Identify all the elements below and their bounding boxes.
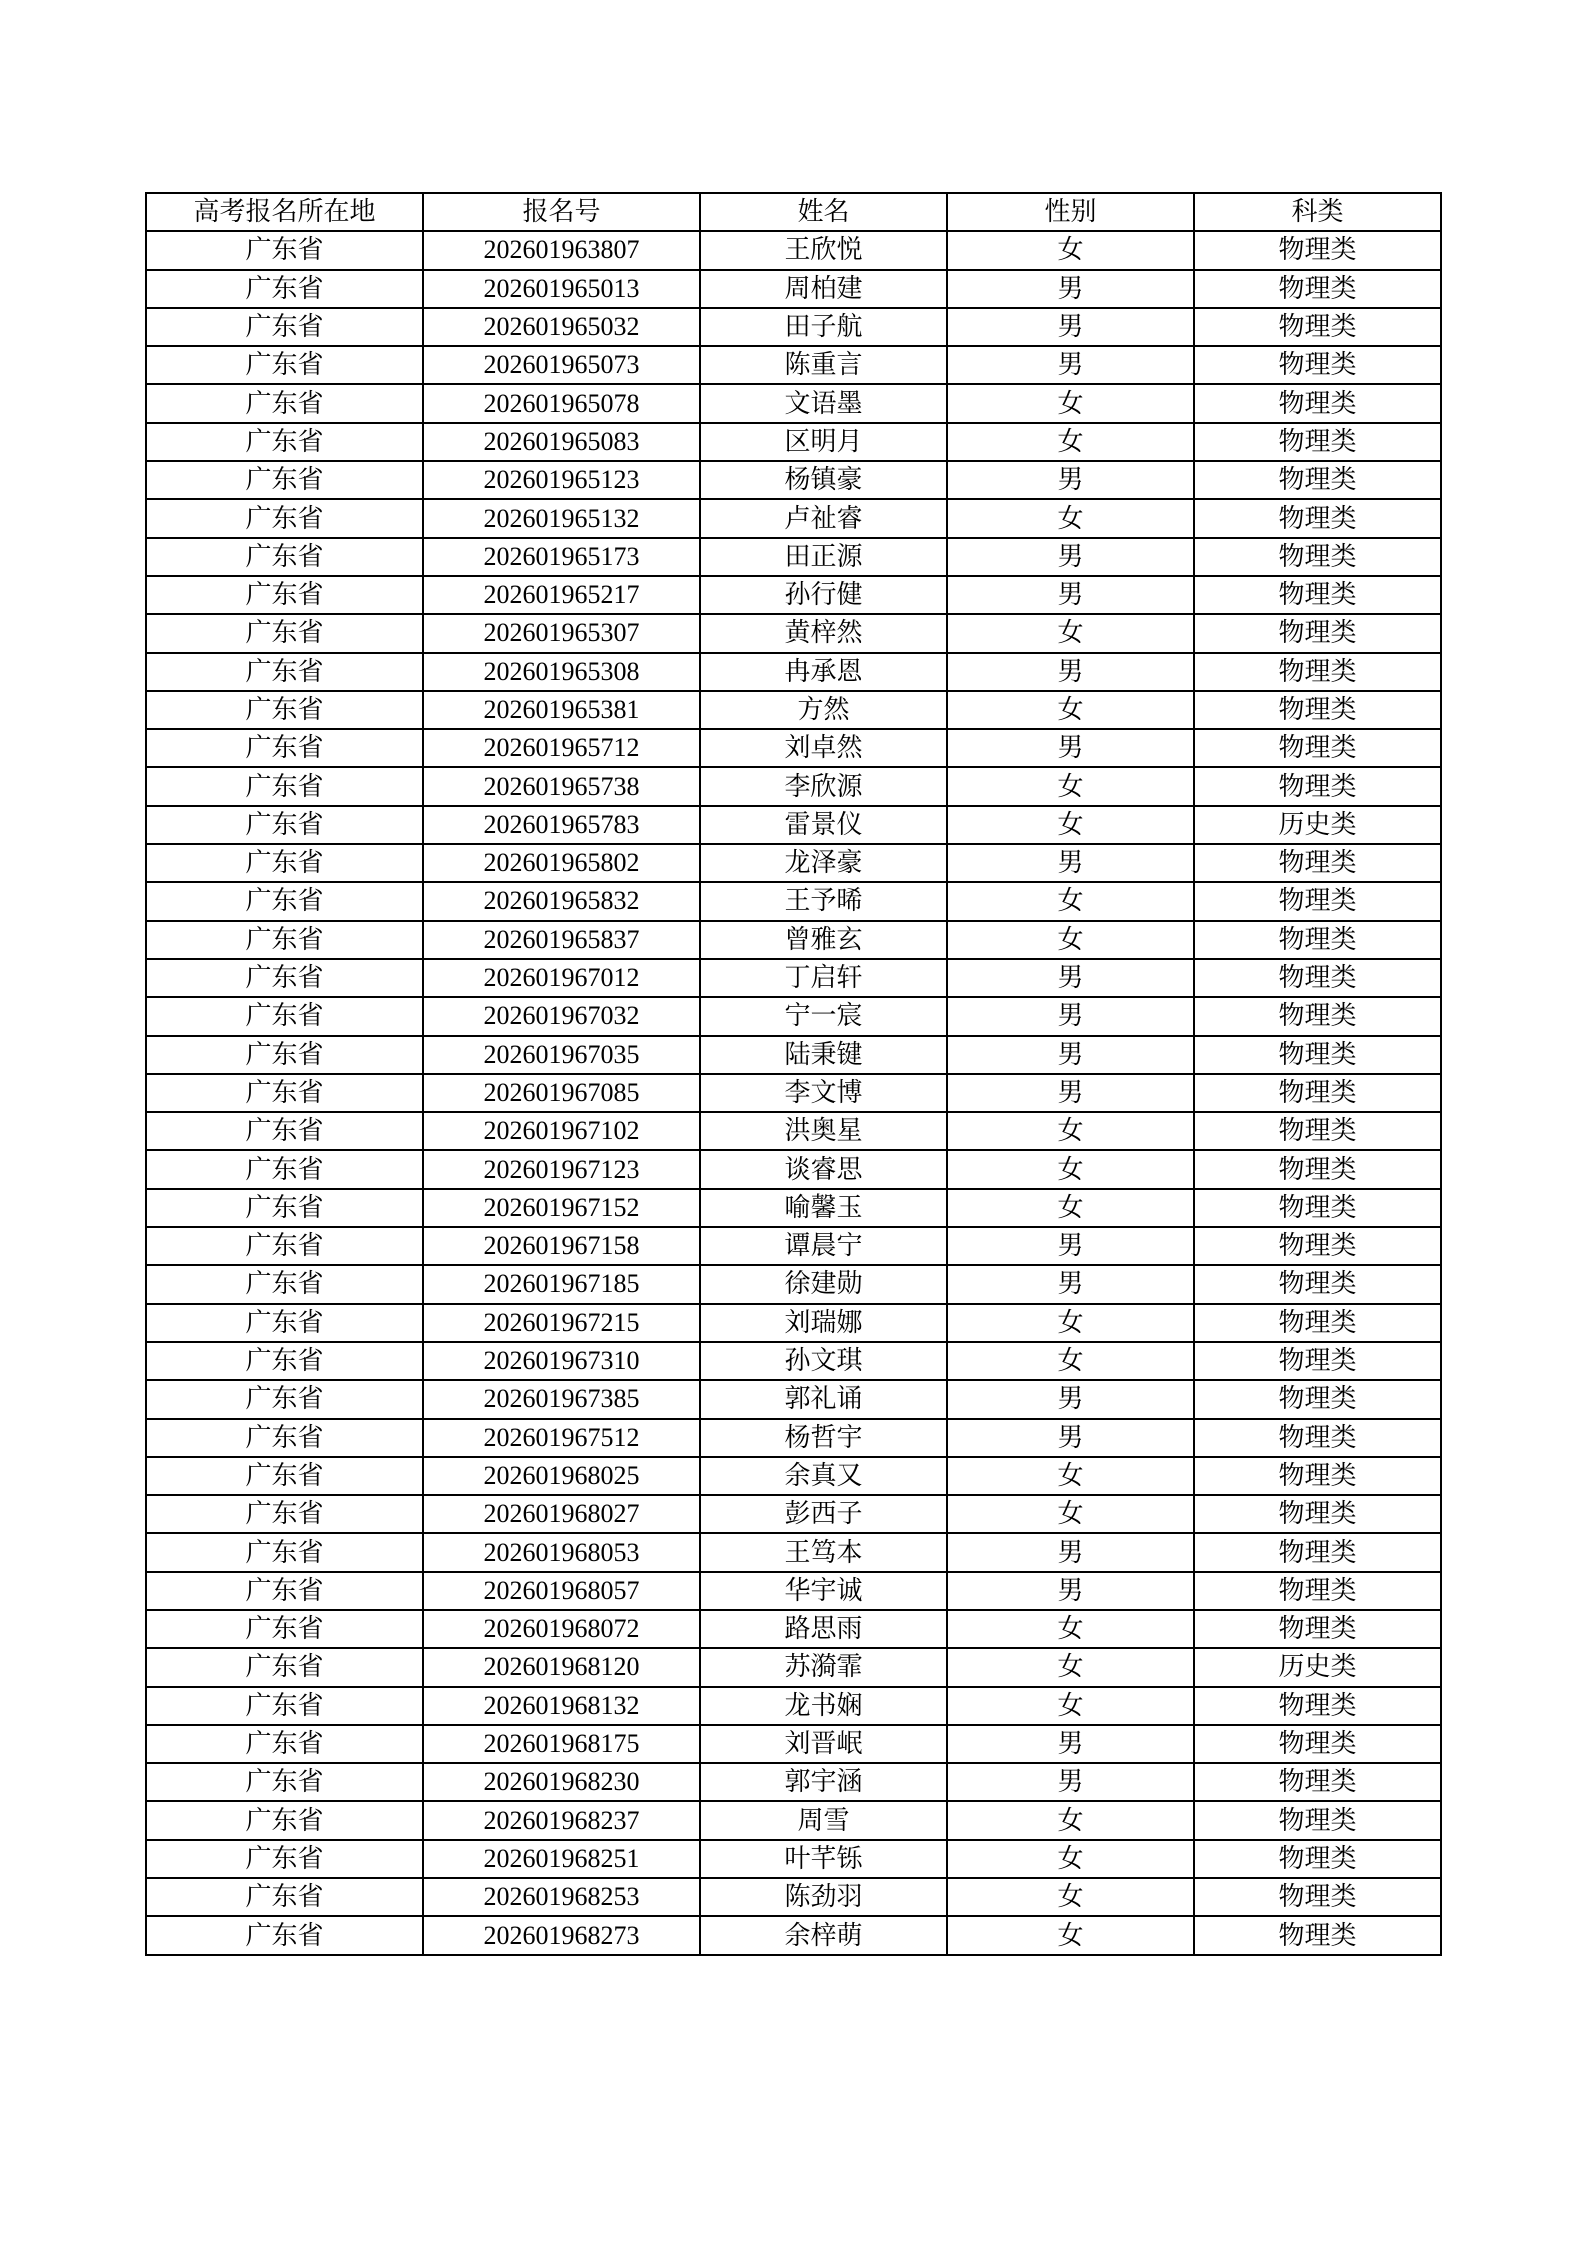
cell-name: 谈睿思 (700, 1150, 947, 1188)
table-row (146, 499, 1441, 537)
cell-gender: 男 (947, 844, 1194, 882)
cell-region: 广东省 (146, 729, 423, 767)
cell-subject-category: 物理类 (1194, 576, 1441, 614)
cell-name: 彭西子 (700, 1495, 947, 1533)
cell-subject-category: 物理类 (1194, 346, 1441, 384)
cell-subject-category: 物理类 (1194, 1916, 1441, 1954)
cell-gender: 男 (947, 1533, 1194, 1571)
cell-subject-category: 物理类 (1194, 997, 1441, 1035)
cell-name: 陆秉键 (700, 1036, 947, 1074)
cell-name: 龙书娴 (700, 1687, 947, 1725)
cell-region: 广东省 (146, 1840, 423, 1878)
cell-name: 余梓萌 (700, 1916, 947, 1954)
cell-gender: 女 (947, 231, 1194, 269)
cell-region: 广东省 (146, 1572, 423, 1610)
cell-subject-category: 物理类 (1194, 729, 1441, 767)
table-row (146, 1265, 1441, 1303)
cell-name: 杨镇豪 (700, 461, 947, 499)
cell-subject-category: 物理类 (1194, 1725, 1441, 1763)
header-registration-number: 报名号 (423, 193, 700, 231)
table-row (146, 1342, 1441, 1380)
table-row (146, 1304, 1441, 1342)
cell-registration-number: 202601967512 (423, 1419, 700, 1457)
cell-name: 曾雅玄 (700, 921, 947, 959)
table-row (146, 1533, 1441, 1571)
cell-gender: 男 (947, 1763, 1194, 1801)
cell-subject-category: 物理类 (1194, 1304, 1441, 1342)
cell-registration-number: 202601968132 (423, 1687, 700, 1725)
cell-region: 广东省 (146, 921, 423, 959)
table-row (146, 1112, 1441, 1150)
table-row (146, 1916, 1441, 1954)
cell-registration-number: 202601968027 (423, 1495, 700, 1533)
cell-subject-category: 物理类 (1194, 1801, 1441, 1839)
cell-registration-number: 202601967158 (423, 1227, 700, 1265)
cell-gender: 女 (947, 499, 1194, 537)
table-row (146, 614, 1441, 652)
cell-subject-category: 物理类 (1194, 1687, 1441, 1725)
cell-gender: 男 (947, 1265, 1194, 1303)
cell-subject-category: 物理类 (1194, 384, 1441, 422)
cell-gender: 男 (947, 1380, 1194, 1418)
cell-registration-number: 202601965123 (423, 461, 700, 499)
cell-gender: 男 (947, 1572, 1194, 1610)
cell-registration-number: 202601967185 (423, 1265, 700, 1303)
cell-name: 李文博 (700, 1074, 947, 1112)
cell-region: 广东省 (146, 614, 423, 652)
cell-region: 广东省 (146, 1495, 423, 1533)
cell-subject-category: 物理类 (1194, 844, 1441, 882)
cell-name: 洪奥星 (700, 1112, 947, 1150)
cell-registration-number: 202601968237 (423, 1801, 700, 1839)
cell-name: 刘卓然 (700, 729, 947, 767)
table-row (146, 1878, 1441, 1916)
cell-name: 文语墨 (700, 384, 947, 422)
cell-region: 广东省 (146, 691, 423, 729)
cell-subject-category: 物理类 (1194, 270, 1441, 308)
cell-registration-number: 202601968175 (423, 1725, 700, 1763)
cell-region: 广东省 (146, 1801, 423, 1839)
cell-subject-category: 物理类 (1194, 538, 1441, 576)
table-row (146, 882, 1441, 920)
table-row (146, 1189, 1441, 1227)
cell-name: 田正源 (700, 538, 947, 576)
roster-table-container (145, 192, 1440, 1956)
cell-gender: 女 (947, 1687, 1194, 1725)
header-gender: 性别 (947, 193, 1194, 231)
cell-region: 广东省 (146, 1189, 423, 1227)
cell-subject-category: 物理类 (1194, 1533, 1441, 1571)
cell-region: 广东省 (146, 1227, 423, 1265)
cell-name: 黄梓然 (700, 614, 947, 652)
table-row (146, 997, 1441, 1035)
cell-region: 广东省 (146, 308, 423, 346)
cell-gender: 男 (947, 653, 1194, 691)
cell-registration-number: 202601968057 (423, 1572, 700, 1610)
cell-registration-number: 202601967152 (423, 1189, 700, 1227)
cell-subject-category: 物理类 (1194, 1036, 1441, 1074)
cell-region: 广东省 (146, 844, 423, 882)
cell-name: 丁启轩 (700, 959, 947, 997)
table-row (146, 423, 1441, 461)
cell-registration-number: 202601967085 (423, 1074, 700, 1112)
cell-subject-category: 物理类 (1194, 461, 1441, 499)
cell-region: 广东省 (146, 959, 423, 997)
cell-subject-category: 物理类 (1194, 959, 1441, 997)
cell-gender: 男 (947, 576, 1194, 614)
table-row (146, 1227, 1441, 1265)
cell-registration-number: 202601968053 (423, 1533, 700, 1571)
cell-subject-category: 物理类 (1194, 921, 1441, 959)
cell-region: 广东省 (146, 882, 423, 920)
cell-gender: 男 (947, 1419, 1194, 1457)
header-subject-category: 科类 (1194, 193, 1441, 231)
cell-gender: 女 (947, 1112, 1194, 1150)
table-row (146, 1763, 1441, 1801)
cell-subject-category: 物理类 (1194, 767, 1441, 805)
cell-subject-category: 物理类 (1194, 308, 1441, 346)
cell-region: 广东省 (146, 767, 423, 805)
cell-gender: 女 (947, 1916, 1194, 1954)
cell-subject-category: 物理类 (1194, 1572, 1441, 1610)
cell-region: 广东省 (146, 1380, 423, 1418)
cell-gender: 男 (947, 461, 1194, 499)
cell-registration-number: 202601967032 (423, 997, 700, 1035)
cell-subject-category: 物理类 (1194, 882, 1441, 920)
cell-gender: 女 (947, 423, 1194, 461)
cell-subject-category: 物理类 (1194, 1227, 1441, 1265)
cell-registration-number: 202601965381 (423, 691, 700, 729)
table-row (146, 1457, 1441, 1495)
cell-registration-number: 202601967035 (423, 1036, 700, 1074)
cell-name: 冉承恩 (700, 653, 947, 691)
cell-subject-category: 物理类 (1194, 1112, 1441, 1150)
cell-name: 郭礼诵 (700, 1380, 947, 1418)
cell-gender: 女 (947, 767, 1194, 805)
cell-gender: 女 (947, 882, 1194, 920)
cell-registration-number: 202601967123 (423, 1150, 700, 1188)
cell-subject-category: 物理类 (1194, 1074, 1441, 1112)
cell-subject-category: 物理类 (1194, 1150, 1441, 1188)
cell-registration-number: 202601965802 (423, 844, 700, 882)
cell-region: 广东省 (146, 1648, 423, 1686)
cell-gender: 女 (947, 1189, 1194, 1227)
cell-gender: 男 (947, 1074, 1194, 1112)
cell-name: 周雪 (700, 1801, 947, 1839)
cell-name: 雷景仪 (700, 806, 947, 844)
cell-registration-number: 202601967012 (423, 959, 700, 997)
cell-name: 李欣源 (700, 767, 947, 805)
cell-registration-number: 202601968120 (423, 1648, 700, 1686)
cell-subject-category: 物理类 (1194, 231, 1441, 269)
cell-gender: 女 (947, 1840, 1194, 1878)
table-row (146, 1036, 1441, 1074)
cell-registration-number: 202601963807 (423, 231, 700, 269)
table-row (146, 1419, 1441, 1457)
cell-gender: 男 (947, 1725, 1194, 1763)
table-row (146, 308, 1441, 346)
table-row (146, 1380, 1441, 1418)
cell-registration-number: 202601968230 (423, 1763, 700, 1801)
cell-region: 广东省 (146, 423, 423, 461)
cell-registration-number: 202601965307 (423, 614, 700, 652)
cell-name: 刘晋岷 (700, 1725, 947, 1763)
cell-region: 广东省 (146, 538, 423, 576)
cell-gender: 男 (947, 1036, 1194, 1074)
cell-subject-category: 物理类 (1194, 1610, 1441, 1648)
cell-gender: 男 (947, 346, 1194, 384)
table-row (146, 921, 1441, 959)
cell-subject-category: 历史类 (1194, 806, 1441, 844)
cell-name: 田子航 (700, 308, 947, 346)
cell-registration-number: 202601967310 (423, 1342, 700, 1380)
cell-region: 广东省 (146, 997, 423, 1035)
cell-name: 徐建勋 (700, 1265, 947, 1303)
cell-subject-category: 物理类 (1194, 1189, 1441, 1227)
cell-name: 喻馨玉 (700, 1189, 947, 1227)
cell-gender: 男 (947, 997, 1194, 1035)
cell-region: 广东省 (146, 1074, 423, 1112)
cell-name: 宁一宸 (700, 997, 947, 1035)
cell-gender: 男 (947, 538, 1194, 576)
cell-region: 广东省 (146, 1036, 423, 1074)
cell-name: 王予晞 (700, 882, 947, 920)
cell-region: 广东省 (146, 1304, 423, 1342)
table-row (146, 461, 1441, 499)
cell-gender: 女 (947, 1304, 1194, 1342)
cell-gender: 女 (947, 1495, 1194, 1533)
cell-region: 广东省 (146, 806, 423, 844)
cell-registration-number: 202601967102 (423, 1112, 700, 1150)
header-region: 高考报名所在地 (146, 193, 423, 231)
cell-name: 王笃本 (700, 1533, 947, 1571)
cell-gender: 女 (947, 614, 1194, 652)
cell-region: 广东省 (146, 1112, 423, 1150)
cell-subject-category: 物理类 (1194, 1763, 1441, 1801)
cell-name: 孙文琪 (700, 1342, 947, 1380)
table-row (146, 576, 1441, 614)
cell-name: 龙泽豪 (700, 844, 947, 882)
cell-registration-number: 202601968273 (423, 1916, 700, 1954)
cell-subject-category: 物理类 (1194, 423, 1441, 461)
table-row (146, 729, 1441, 767)
cell-subject-category: 物理类 (1194, 1265, 1441, 1303)
cell-name: 王欣悦 (700, 231, 947, 269)
cell-name: 孙行健 (700, 576, 947, 614)
cell-subject-category: 物理类 (1194, 653, 1441, 691)
cell-region: 广东省 (146, 576, 423, 614)
cell-gender: 男 (947, 270, 1194, 308)
cell-gender: 女 (947, 921, 1194, 959)
cell-registration-number: 202601965712 (423, 729, 700, 767)
cell-name: 余真又 (700, 1457, 947, 1495)
cell-region: 广东省 (146, 270, 423, 308)
cell-region: 广东省 (146, 346, 423, 384)
table-row (146, 959, 1441, 997)
cell-registration-number: 202601967215 (423, 1304, 700, 1342)
table-row (146, 1572, 1441, 1610)
cell-registration-number: 202601965032 (423, 308, 700, 346)
cell-region: 广东省 (146, 1265, 423, 1303)
cell-region: 广东省 (146, 1763, 423, 1801)
cell-gender: 女 (947, 691, 1194, 729)
cell-region: 广东省 (146, 231, 423, 269)
cell-gender: 男 (947, 729, 1194, 767)
cell-name: 区明月 (700, 423, 947, 461)
cell-name: 叶芊铄 (700, 1840, 947, 1878)
cell-subject-category: 历史类 (1194, 1648, 1441, 1686)
cell-registration-number: 202601965083 (423, 423, 700, 461)
cell-name: 杨哲宇 (700, 1419, 947, 1457)
table-row (146, 1610, 1441, 1648)
table-row (146, 806, 1441, 844)
cell-registration-number: 202601965132 (423, 499, 700, 537)
cell-gender: 男 (947, 959, 1194, 997)
cell-name: 周柏建 (700, 270, 947, 308)
cell-subject-category: 物理类 (1194, 499, 1441, 537)
cell-name: 路思雨 (700, 1610, 947, 1648)
cell-region: 广东省 (146, 1419, 423, 1457)
cell-subject-category: 物理类 (1194, 1878, 1441, 1916)
cell-name: 卢祉睿 (700, 499, 947, 537)
cell-subject-category: 物理类 (1194, 1380, 1441, 1418)
cell-registration-number: 202601965073 (423, 346, 700, 384)
table-row (146, 691, 1441, 729)
cell-registration-number: 202601968025 (423, 1457, 700, 1495)
cell-region: 广东省 (146, 461, 423, 499)
cell-subject-category: 物理类 (1194, 1495, 1441, 1533)
table-row (146, 1725, 1441, 1763)
cell-registration-number: 202601968072 (423, 1610, 700, 1648)
cell-subject-category: 物理类 (1194, 1840, 1441, 1878)
cell-region: 广东省 (146, 1610, 423, 1648)
cell-gender: 女 (947, 1342, 1194, 1380)
cell-registration-number: 202601965308 (423, 653, 700, 691)
table-row (146, 1150, 1441, 1188)
cell-gender: 女 (947, 1610, 1194, 1648)
cell-name: 陈劲羽 (700, 1878, 947, 1916)
cell-name: 陈重言 (700, 346, 947, 384)
table-row (146, 1648, 1441, 1686)
table-row (146, 1074, 1441, 1112)
cell-registration-number: 202601967385 (423, 1380, 700, 1418)
cell-region: 广东省 (146, 1342, 423, 1380)
cell-gender: 女 (947, 1648, 1194, 1686)
table-row (146, 1495, 1441, 1533)
cell-region: 广东省 (146, 1687, 423, 1725)
table-header-row (146, 193, 1441, 231)
cell-registration-number: 202601965078 (423, 384, 700, 422)
cell-region: 广东省 (146, 653, 423, 691)
cell-gender: 女 (947, 1150, 1194, 1188)
cell-subject-category: 物理类 (1194, 1342, 1441, 1380)
cell-region: 广东省 (146, 384, 423, 422)
cell-region: 广东省 (146, 1916, 423, 1954)
cell-gender: 女 (947, 806, 1194, 844)
table-row (146, 1840, 1441, 1878)
cell-region: 广东省 (146, 1150, 423, 1188)
cell-region: 广东省 (146, 499, 423, 537)
cell-subject-category: 物理类 (1194, 1457, 1441, 1495)
cell-gender: 女 (947, 1801, 1194, 1839)
cell-registration-number: 202601965783 (423, 806, 700, 844)
cell-region: 广东省 (146, 1725, 423, 1763)
table-row (146, 384, 1441, 422)
cell-name: 苏漪霏 (700, 1648, 947, 1686)
cell-registration-number: 202601965173 (423, 538, 700, 576)
table-row (146, 346, 1441, 384)
table-row (146, 270, 1441, 308)
cell-region: 广东省 (146, 1457, 423, 1495)
table-row (146, 1801, 1441, 1839)
roster-table (145, 192, 1442, 1956)
cell-name: 方然 (700, 691, 947, 729)
table-body (146, 231, 1441, 1954)
cell-gender: 女 (947, 1457, 1194, 1495)
cell-registration-number: 202601965832 (423, 882, 700, 920)
header-name: 姓名 (700, 193, 947, 231)
cell-gender: 女 (947, 1878, 1194, 1916)
cell-name: 郭宇涵 (700, 1763, 947, 1801)
table-row (146, 1687, 1441, 1725)
cell-subject-category: 物理类 (1194, 691, 1441, 729)
table-row (146, 538, 1441, 576)
cell-registration-number: 202601965738 (423, 767, 700, 805)
cell-region: 广东省 (146, 1878, 423, 1916)
cell-gender: 女 (947, 384, 1194, 422)
cell-subject-category: 物理类 (1194, 1419, 1441, 1457)
cell-gender: 男 (947, 1227, 1194, 1265)
table-row (146, 767, 1441, 805)
cell-registration-number: 202601968253 (423, 1878, 700, 1916)
cell-subject-category: 物理类 (1194, 614, 1441, 652)
cell-name: 刘瑞娜 (700, 1304, 947, 1342)
cell-registration-number: 202601965013 (423, 270, 700, 308)
cell-registration-number: 202601965837 (423, 921, 700, 959)
cell-gender: 男 (947, 308, 1194, 346)
cell-registration-number: 202601968251 (423, 1840, 700, 1878)
cell-registration-number: 202601965217 (423, 576, 700, 614)
cell-region: 广东省 (146, 1533, 423, 1571)
table-row (146, 844, 1441, 882)
cell-name: 华宇诚 (700, 1572, 947, 1610)
cell-name: 谭晨宁 (700, 1227, 947, 1265)
table-row (146, 653, 1441, 691)
table-row (146, 231, 1441, 269)
